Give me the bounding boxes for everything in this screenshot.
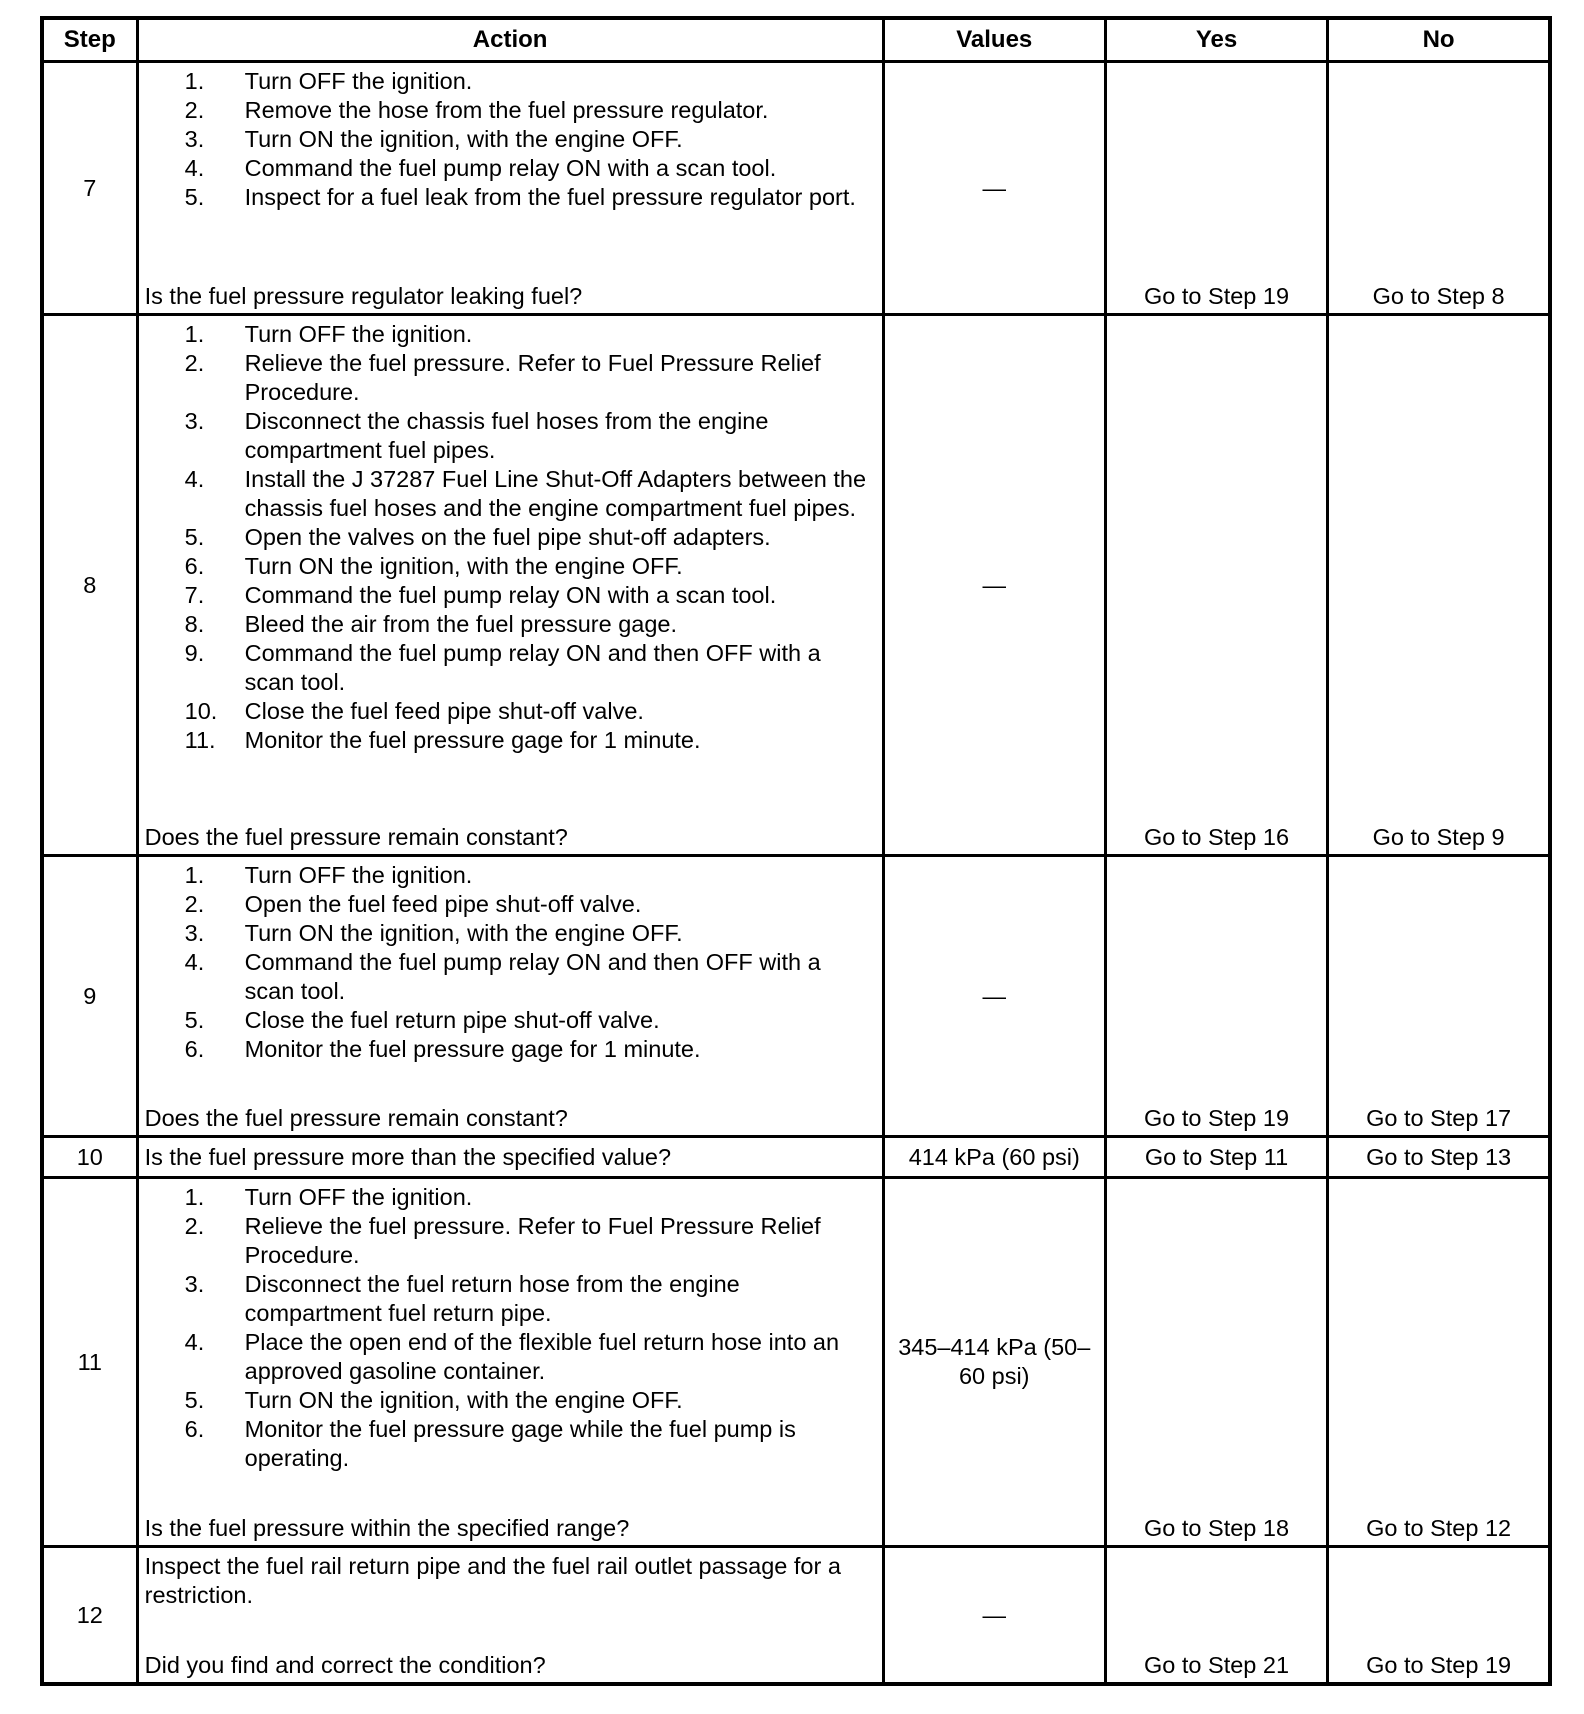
yes-goto: Go to Step 16 [1144, 824, 1290, 850]
step-number: 9 [42, 856, 137, 1137]
yes-goto: Go to Step 19 [1144, 1105, 1290, 1131]
yes-goto: Go to Step 21 [1144, 1652, 1290, 1678]
action-question: Did you find and correct the condition? [144, 1652, 546, 1678]
header-step: Step [42, 18, 137, 62]
yes-cell [1105, 856, 1327, 1137]
header-values: Values [883, 18, 1105, 62]
list-item: 2. Open the fuel feed pipe shut-off valve. [184, 891, 642, 917]
action-cell [137, 315, 883, 856]
action-question: Is the fuel pressure within the specified range? [144, 1515, 630, 1541]
list-item: 9. Command the fuel pump relay ON and then OFF with a scan tool. [184, 640, 821, 695]
action-question: Does the fuel pressure remain constant? [144, 1105, 568, 1131]
values-cell: — [883, 856, 1105, 1137]
list-item: 2. Remove the hose from the fuel pressure regulator. [184, 97, 769, 123]
no-goto: Go to Step 19 [1366, 1652, 1512, 1678]
diagnostic-table [40, 16, 1552, 1686]
yes-goto: Go to Step 19 [1144, 283, 1290, 309]
action-question: Is the fuel pressure more than the specified value? [137, 1137, 883, 1178]
header-action: Action [137, 18, 883, 62]
yes-goto: Go to Step 18 [1144, 1515, 1290, 1541]
header-row [42, 18, 1550, 62]
list-item: 10. Close the fuel feed pipe shut-off valve. [184, 698, 644, 724]
table-row [42, 62, 1550, 315]
no-goto: Go to Step 13 [1328, 1137, 1550, 1178]
table-row [42, 315, 1550, 856]
list-item: 1. Turn OFF the ignition. [184, 68, 473, 94]
yes-cell [1105, 1547, 1327, 1685]
action-steps [145, 1183, 872, 1473]
list-item: 4. Install the J 37287 Fuel Line Shut-Off Adapters between the chassis fuel hoses and the engine compartment fuel pipes. [184, 466, 867, 521]
list-item: 3. Disconnect the chassis fuel hoses from the engine compartment fuel pipes. [184, 408, 769, 463]
list-item: 7. Command the fuel pump relay ON with a scan tool. [184, 582, 777, 608]
values-cell: — [883, 315, 1105, 856]
list-item: 1. Turn OFF the ignition. [184, 321, 473, 347]
values-cell: 414 kPa (60 psi) [883, 1137, 1105, 1178]
yes-cell [1105, 62, 1327, 315]
table-row [42, 1137, 1550, 1178]
action-cell [137, 62, 883, 315]
no-goto: Go to Step 12 [1366, 1515, 1512, 1541]
list-item: 3. Turn ON the ignition, with the engine OFF. [184, 126, 683, 152]
list-item: 6. Monitor the fuel pressure gage while the fuel pump is operating. [184, 1416, 796, 1471]
list-item: 5. Turn ON the ignition, with the engine OFF. [184, 1387, 683, 1413]
yes-cell [1105, 315, 1327, 856]
step-number: 10 [42, 1137, 137, 1178]
list-item: 1. Turn OFF the ignition. [184, 1184, 473, 1210]
step-number: 11 [42, 1178, 137, 1547]
list-item: 11. Monitor the fuel pressure gage for 1 minute. [184, 727, 701, 753]
action-cell [137, 1178, 883, 1547]
action-cell [137, 856, 883, 1137]
list-item: 4. Command the fuel pump relay ON with a scan tool. [184, 155, 777, 181]
action-steps [145, 320, 872, 755]
yes-cell [1105, 1178, 1327, 1547]
table-row [42, 856, 1550, 1137]
action-text: Inspect the fuel rail return pipe and the fuel rail outlet passage for a restriction. [144, 1553, 841, 1608]
step-number: 12 [42, 1547, 137, 1685]
table-row [42, 1547, 1550, 1685]
list-item: 4. Command the fuel pump relay ON and then OFF with a scan tool. [184, 949, 821, 1004]
values-cell: — [883, 1547, 1105, 1685]
list-item: 4. Place the open end of the flexible fuel return hose into an approved gasoline container. [184, 1329, 840, 1384]
yes-goto: Go to Step 11 [1105, 1137, 1327, 1178]
no-cell [1328, 1178, 1550, 1547]
step-number: 7 [42, 62, 137, 315]
action-steps [145, 67, 872, 212]
list-item: 5. Inspect for a fuel leak from the fuel pressure regulator port. [184, 184, 856, 210]
values-cell: 345–414 kPa (50–60 psi) [883, 1178, 1105, 1547]
values-cell: — [883, 62, 1105, 315]
table-row [42, 1178, 1550, 1547]
list-item: 2. Relieve the fuel pressure. Refer to Fuel Pressure Relief Procedure. [184, 350, 821, 405]
no-cell [1328, 62, 1550, 315]
no-goto: Go to Step 8 [1372, 283, 1505, 309]
action-cell [137, 1547, 883, 1685]
action-steps [145, 861, 872, 1064]
list-item: 5. Open the valves on the fuel pipe shut-off adapters. [184, 524, 771, 550]
list-item: 8. Bleed the air from the fuel pressure gage. [184, 611, 678, 637]
no-cell [1328, 856, 1550, 1137]
list-item: 6. Turn ON the ignition, with the engine OFF. [184, 553, 683, 579]
action-question: Does the fuel pressure remain constant? [144, 824, 568, 850]
list-item: 3. Disconnect the fuel return hose from the engine compartment fuel return pipe. [184, 1271, 740, 1326]
no-goto: Go to Step 17 [1366, 1105, 1512, 1131]
no-goto: Go to Step 9 [1372, 824, 1505, 850]
list-item: 6. Monitor the fuel pressure gage for 1 minute. [184, 1036, 701, 1062]
step-number: 8 [42, 315, 137, 856]
list-item: 5. Close the fuel return pipe shut-off valve. [184, 1007, 660, 1033]
header-no: No [1328, 18, 1550, 62]
action-question: Is the fuel pressure regulator leaking fuel? [144, 283, 583, 309]
header-yes: Yes [1105, 18, 1327, 62]
list-item: 1. Turn OFF the ignition. [184, 862, 473, 888]
no-cell [1328, 315, 1550, 856]
no-cell [1328, 1547, 1550, 1685]
list-item: 2. Relieve the fuel pressure. Refer to Fuel Pressure Relief Procedure. [184, 1213, 821, 1268]
list-item: 3. Turn ON the ignition, with the engine OFF. [184, 920, 683, 946]
